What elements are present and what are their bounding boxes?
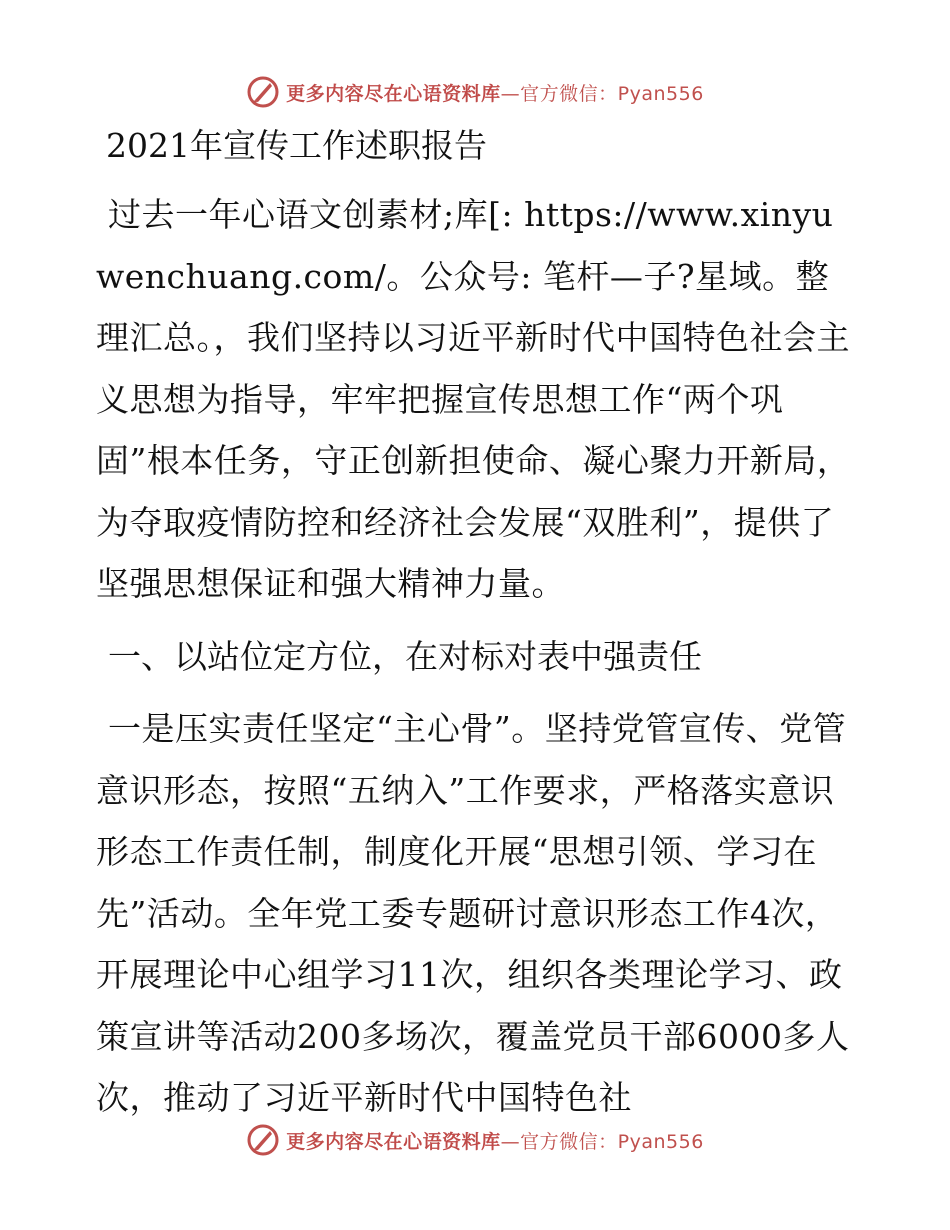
section-heading: 一、以站位定方位，在对标对表中强责任: [108, 636, 702, 676]
watermark-text: [286, 1127, 704, 1154]
section-paragraph: 一是压实责任坚定“主心骨”。坚持党管宣传、党管意识形态，按照“五纳入”工作要求，严格落实意识形态工作责任制，制度化开展“思想引领、学习在先”活动。全年党工委专题研讨意识形态工作4次，开展理论中心组学习11次，组织各类理论学习、政策宣讲等活动200多场次，覆盖党员干部6000多人次，推动了习近平新时代中国特色社: [96, 709, 850, 1117]
watermark-wechat-text: 官方微信：Pyan556: [520, 82, 704, 105]
document-body: [96, 118, 856, 1140]
watermark-main-text: 更多内容尽在心语资料库: [286, 82, 501, 105]
watermark-text: [286, 79, 704, 106]
watermark-separator: —: [500, 1130, 521, 1153]
watermark-wechat-text: 官方微信：Pyan556: [520, 1130, 704, 1153]
watermark-separator: —: [500, 82, 521, 105]
footer-watermark-banner: [0, 1120, 950, 1160]
quill-logo-icon: [246, 1123, 280, 1157]
header-watermark-banner: [0, 72, 950, 112]
watermark-main-text: 更多内容尽在心语资料库: [286, 1130, 501, 1153]
quill-logo-icon: [246, 75, 280, 109]
document-title: 2021年宣传工作述职报告: [106, 126, 487, 165]
intro-paragraph: 过去一年心语文创素材;库[: https://www.xinyuwenchuang.com/。公众号: 笔杆—子?星域。整理汇总。，我们坚持以习近平新时代中国特色社会主义思想为指导，牢牢把握宣传思想工作“两个巩固”根本任务，守正创新担使命、凝心聚力开新局，为夺取疫情防控和经济社会发展“双胜利”，提供了坚强思想保证和强大精神力量。: [96, 195, 851, 603]
